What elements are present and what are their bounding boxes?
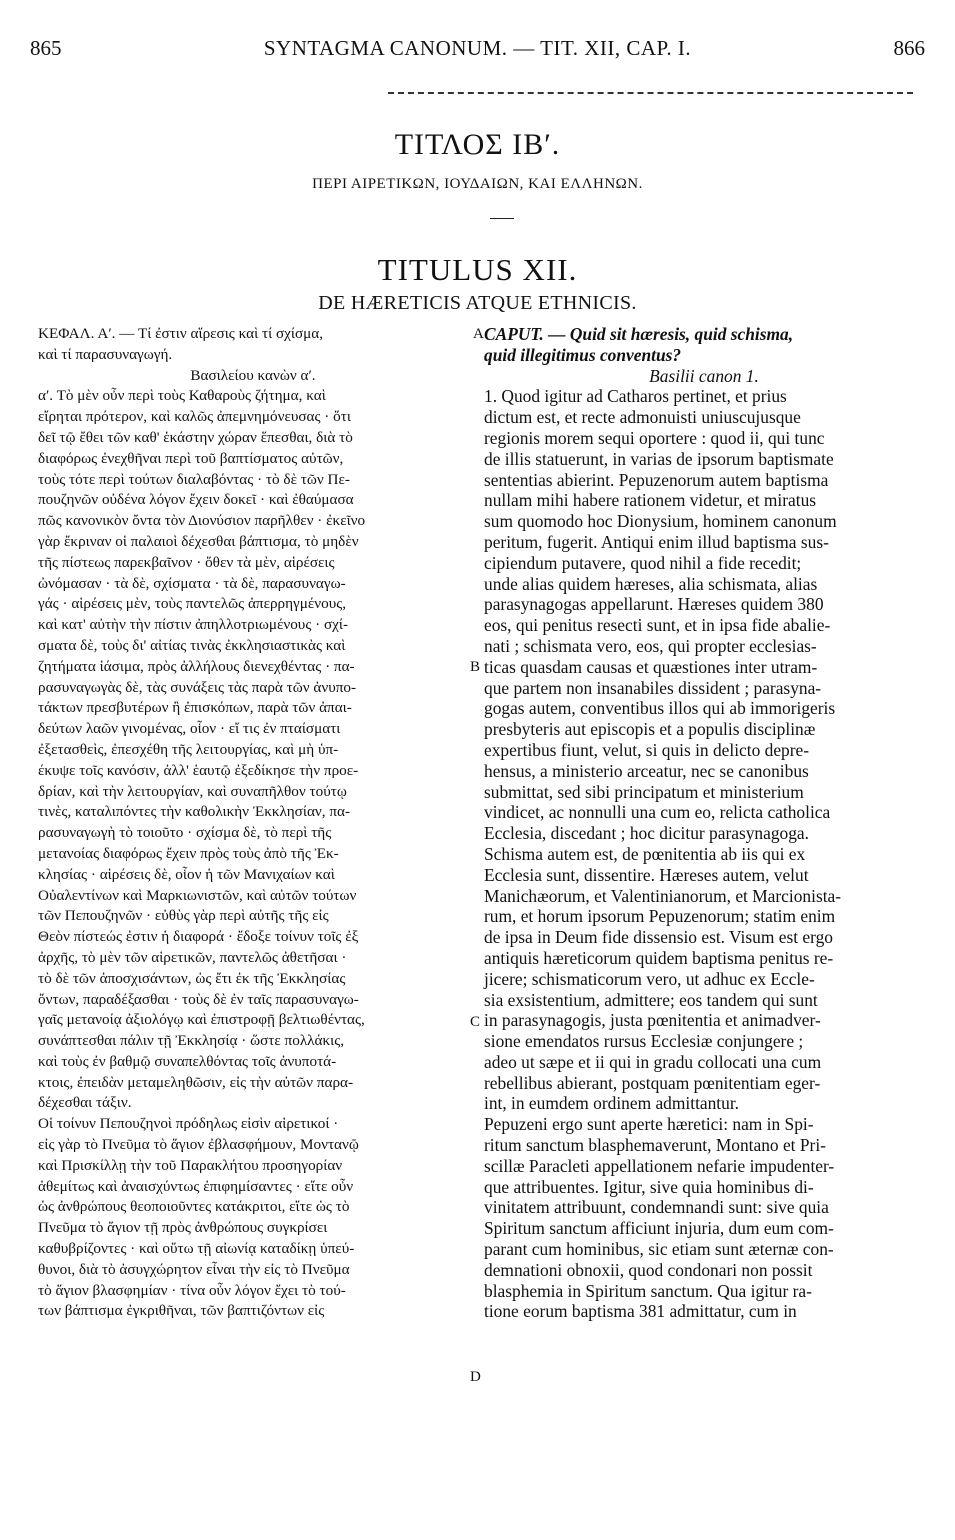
text-line: αʹ. Τὸ μὲν οὖν περὶ τοὺς Καθαροὺς ζήτημα, καὶ (38, 387, 326, 405)
margin-letter-d: D (470, 1369, 481, 1385)
text-line: rebellibus abierant, postquam pœnitentiam eger- (484, 1072, 821, 1093)
page-number-left: 865 (30, 36, 62, 60)
text-line: nullam mihi habere rationem videtur, et miratus (484, 490, 817, 511)
text-line: de illis statuerunt, in varias de ipsorum baptismate (484, 448, 834, 469)
text-line: nati ; schismata vero, eos, qui propter ecclesias- (484, 635, 817, 656)
text-line: quid illegitimus conventus? (484, 344, 682, 365)
text-line: Basilii canon 1. (649, 365, 759, 386)
text-line: τὸ ἅγιον βλασφημίαν · τίνα οὖν λόγον ἔχει τὸ τού- (38, 1281, 346, 1299)
text-line: μετανοίας διαφόρως ἔχειν πρὸς τοὺς ἀπὸ τῆς Ἐκ- (38, 844, 339, 862)
text-line: εἴρηται πρότερον, καὶ καλῶς ἀπεμνημόνευσας · ὅτι (38, 408, 351, 426)
text-line: ὄντων, παραδέξασθαι · τοὺς δὲ ἐν ταῖς παρασυναγω- (38, 990, 359, 1008)
text-line: ρασυναγωγὰς δὲ, τὰς συνάξεις τὰς παρὰ τῶν ἀνυπο- (38, 678, 357, 696)
text-line: peritum, fugerit. Antiqui enim illud baptisma sus- (484, 531, 829, 552)
margin-letter-a: A (473, 326, 484, 342)
text-line: σματα δὲ, τοὺς δι' αἰτίας τινὰς ἐκκλησιαστικὰς καὶ (38, 636, 346, 654)
text-line: Θεὸν πίστεώς ἐστιν ἡ διαφορά · ἔδοξε τοίνυν τοῖς ἐξ (38, 928, 359, 946)
text-line: κλησίας · αἱρέσεις δὲ, οἷον ἡ τῶν Μανιχαίων καὶ (38, 865, 335, 883)
text-line: de ipsa in Deum fide dissensio est. Visum est ergo (484, 927, 833, 948)
text-line: sione emendatos rursus Ecclesiæ conjungere ; (484, 1031, 804, 1052)
text-line: ρασυναγωγὴ τὸ τοιοῦτο · σχίσμα δὲ, τὸ περὶ τῆς (38, 824, 332, 842)
text-line: dictum est, et recte admonuisti uniuscujusque (484, 407, 801, 428)
text-line: των βάπτισμα ἐγκριθῆναι, τῶν βαπτιζόντων εἰς (38, 1302, 325, 1320)
text-line: hensus, a ministerio arceatur, nec se canonibus (484, 760, 809, 781)
text-line: δέχεσθαι τάξιν. (38, 1094, 132, 1112)
text-line: Ecclesia, discedant ; hoc dicitur parasynagoga. (484, 823, 809, 844)
text-line: submittat, sed sibi principatum et ministerium (484, 781, 804, 802)
text-line: Ecclesia sunt, dissentire. Hæreses autem, velut (484, 864, 809, 885)
text-line: δεῖ τῷ ἔθει τῶν καθ' ἑκάστην χώραν ἕπεσθαι, διὰ τὸ (38, 428, 353, 446)
text-line: que partem non insanabiles dissident ; parasyna- (484, 677, 822, 698)
text-line: καὶ τί παρασυναγωγή. (38, 345, 173, 363)
text-line: expertibus fiunt, velut, si quis in delicto depre- (484, 739, 810, 760)
text-line: Spiritum sanctum afficiunt injuria, dum eum com- (484, 1218, 834, 1239)
text-line: συνάπτεσθαι πάλιν τῇ Ἐκκλησίᾳ · ὥστε πολλάκις, (38, 1032, 345, 1050)
text-line: blasphemia in Spiritum sanctum. Qua igitur ra- (484, 1280, 812, 1301)
text-line: Οὐαλεντίνων καὶ Μαρκιωνιστῶν, καὶ αὐτῶν τούτων (38, 886, 357, 904)
text-line: demnationi obnoxii, quod condonari non possit (484, 1259, 813, 1280)
running-title: SYNTAGMA CANONUM. — TIT. XII, CAP. I. (263, 36, 692, 60)
page-number-right: 866 (893, 36, 925, 60)
text-line: εἰς γὰρ τὸ Πνεῦμα τὸ ἅγιον ἐβλασφήμουν, Μοντανῷ (38, 1136, 359, 1154)
text-line: in parasynagogis, justa pœnitentia et animadver- (484, 1010, 821, 1031)
text-line: parant cum hominibus, sic etiam sunt æternæ con- (484, 1239, 834, 1260)
text-line: τάκτων πρεσβυτέρων ἢ ἐπισκόπων, παρὰ τῶν ἀπαι- (38, 699, 352, 717)
text-line: καὶ τοὺς ἐν βαθμῷ συναπελθόντας τοῖς ἀνυποτά- (38, 1052, 337, 1070)
text-line: πῶς κανονικὸν ὄντα τὸν Διονύσιον παρῆλθεν · ἐκεῖνο (38, 512, 366, 530)
text-line: καὶ Πρισκίλλῃ τὴν τοῦ Παρακλήτου προσηγορίαν (38, 1156, 343, 1174)
text-line: ΚΕΦΑΛ. Αʹ. — Τί ἐστιν αἵρεσις καὶ τί σχίσμα, (38, 325, 324, 342)
text-line: ἐξετασθεὶς, ἐπεσχέθη τῆς λειτουργίας, καὶ μὴ ὑπ- (38, 740, 339, 758)
text-line: ticas quasdam causas et quæstiones inter utram- (484, 656, 818, 677)
text-line: τὸ δὲ τῶν ἀποσχισάντων, ὡς ἔτι ἐκ τῆς Ἐκκλησίας (38, 969, 346, 987)
text-line: γαῖς μετανοίᾳ ἀξιολόγῳ καὶ ἐπιστροφῇ βελτιωθέντας, (38, 1011, 365, 1029)
text-line: τῆς πίστεως παρεκβαῖνον · ὅθεν τὰ μὲν, αἱρέσεις (38, 553, 335, 571)
text-line: vindicet, ac nonnulli una cum eo, relicta catholica (484, 802, 831, 823)
text-line: τοὺς τότε περὶ τούτων διαλαβόντας · τὸ δὲ τῶν Πε- (38, 470, 350, 488)
text-line: ζητήματα ἰάσιμα, πρὸς ἀλλήλους διενεχθέντας · πα- (38, 657, 355, 675)
text-line: διαφόρως ἐνεχθῆναι περὶ τοῦ βαπτίσματος αὐτῶν, (38, 449, 344, 467)
text-line: Schisma autem est, de pœnitentia ab iis qui ex (484, 843, 806, 864)
text-line: ἀρχῆς, τὸ μὲν τῶν αἱρετικῶν, παντελῶς ἀθετῆσαι · (38, 948, 347, 966)
text-line: adeo ut sæpe et ii qui in gradu collocati una cum (484, 1051, 822, 1072)
text-line: γὰρ ἔκριναν οἱ παλαιοὶ δέχεσθαι βάπτισμα, τὸ μηδὲν (38, 532, 359, 550)
text-line: sia exsistentium, admittere; eos tandem qui sunt (484, 989, 818, 1010)
text-line: antiquis hæreticorum quidem baptisma penitus re- (484, 947, 834, 968)
text-line: CAPUT. — Quid sit hæresis, quid schisma, (484, 324, 794, 344)
text-line: ὠνόμασαν · τὰ δὲ, σχίσματα · τὰ δὲ, παρασυναγω- (38, 574, 346, 592)
text-line: 1. Quod igitur ad Catharos pertinet, et prius (484, 386, 787, 407)
text-line: que attribuentes. Igitur, sive quia hominibus di- (484, 1176, 814, 1197)
text-line: καὶ κατ' αὐτὴν τὴν πίστιν ἀπηλλοτριωμένους · σχί- (38, 616, 349, 634)
text-line: τινὲς, καταλιπόντες τὴν καθολικὴν Ἐκκλησίαν, πα- (38, 803, 351, 821)
text-line: θυνοι, διὰ τὸ ἀσυγχώρητον εἶναι τὴν εἰς τὸ Πνεῦμα (38, 1260, 350, 1278)
text-line: presbyteris aut episcopis et a populis disciplinæ (484, 719, 816, 740)
text-line: τῶν Πεπουζηνῶν · εὐθὺς γὰρ περὶ αὐτῆς τῆς εἰς (38, 907, 329, 925)
text-line: gogas autem, conventibus illos qui ab immorigeris (484, 698, 836, 719)
text-line: sum quomodo hoc Dionysium, hominem canonum (484, 511, 837, 532)
latin-column (484, 324, 924, 1322)
text-line: Βασιλείου κανὼν αʹ. (190, 366, 316, 384)
title-separator (490, 218, 514, 219)
text-line: δεύτων λαῶν γινομένας, οἷον · εἴ τις ἐν πταίσματι (38, 720, 341, 738)
greek-title: ΤΙΤΛΟΣ ΙΒʹ. (394, 128, 561, 161)
running-header (30, 36, 925, 60)
greek-subtitle: ΠΕΡΙ ΑΙΡΕΤΙΚΩΝ, ΙΟΥΔΑΙΩΝ, ΚΑΙ ΕΛΛΗΝΩΝ. (312, 176, 643, 192)
text-line: δρίαν, καὶ τὴν λειτουργίαν, καὶ συναπῆλθον τούτῳ (38, 782, 347, 800)
text-line: sententias abierint. Pepuzenorum autem baptisma (484, 469, 829, 490)
greek-column (38, 324, 468, 1322)
latin-subtitle: DE HÆRETICIS ATQUE ETHNICIS. (318, 292, 637, 314)
margin-letter-b: B (470, 659, 481, 675)
text-line: vinitatem attribuunt, condemnandi sunt: sive quia (484, 1197, 829, 1218)
text-line: parasynagogas appellarunt. Hæreses quidem 380 (484, 594, 824, 615)
text-line: έκυψε τοῖς κανόσιν, ἀλλ' ἑαυτῷ ἐξεδίκησε τὴν προε- (38, 761, 359, 779)
text-line: Manichæorum, et Valentinianorum, et Marcionista- (484, 885, 842, 906)
text-line: jicere; schismaticorum vero, ut adhuc ex Eccle- (484, 968, 815, 989)
text-line: scillæ Paracleti appellationem nefarie impudenter- (484, 1155, 835, 1176)
text-line: eos, qui penitus resecti sunt, et in ipsa fide abalie- (484, 615, 831, 636)
text-line: Pepuzeni ergo sunt aperte hæretici: nam in Spi- (484, 1114, 814, 1135)
text-line: Οἱ τοίνυν Πεπουζηνοὶ πρόδηλως εἰσὶν αἱρετικοί · (38, 1115, 339, 1133)
text-line: ὡς ἀνθρώπους θεοποιοῦντες κατάκριτοι, εἴτε ὡς τὸ (38, 1198, 350, 1216)
text-line: Πνεῦμα τὸ ἅγιον τῇ πρὸς ἀνθρώπους συγκρίσει (38, 1219, 328, 1237)
header-rule (388, 92, 913, 94)
latin-title: TITULUS XII. (377, 252, 578, 287)
text-line: καθυβρίζοντες · καὶ οὕτω τῇ αἰωνίᾳ καταδίκῃ ὑπεύ- (38, 1240, 355, 1258)
margin-letter-c: C (470, 1014, 481, 1030)
text-line: rum, et horum ipsorum Pepuzenorum; statim enim (484, 906, 836, 927)
text-line: ἀθεμίτως καὶ ἀναισχύντως ἐπιφημίσαντες · εἴτε οὖν (38, 1177, 354, 1195)
text-line: ritum sanctum blasphemaverunt, Montano et Pri- (484, 1135, 826, 1156)
text-line: κτοις, ἐπειδὰν μεταμεληθῶσιν, εἰς τὴν αὐτῶν παρα- (38, 1073, 354, 1091)
text-line: γάς · αἱρέσεις μὲν, τοὺς παντελῶς ἀπερρηγμένους, (38, 595, 347, 613)
text-line: πουζηνῶν οὐδένα λόγον ἔχειν δοκεῖ · καὶ ἐθαύμασα (38, 491, 354, 509)
text-line: unde alias quidem hæreses, alia schismata, alias (484, 573, 818, 594)
text-line: cipiendum putavere, quod nihil a fide recedit; (484, 552, 802, 573)
text-line: tione eorum baptisma 381 admittatur, cum in (484, 1301, 797, 1322)
text-line: int, in eumdem ordinem admittantur. (484, 1093, 740, 1114)
text-line: regionis morem sequi oportere : quod ii, qui tunc (484, 427, 825, 448)
